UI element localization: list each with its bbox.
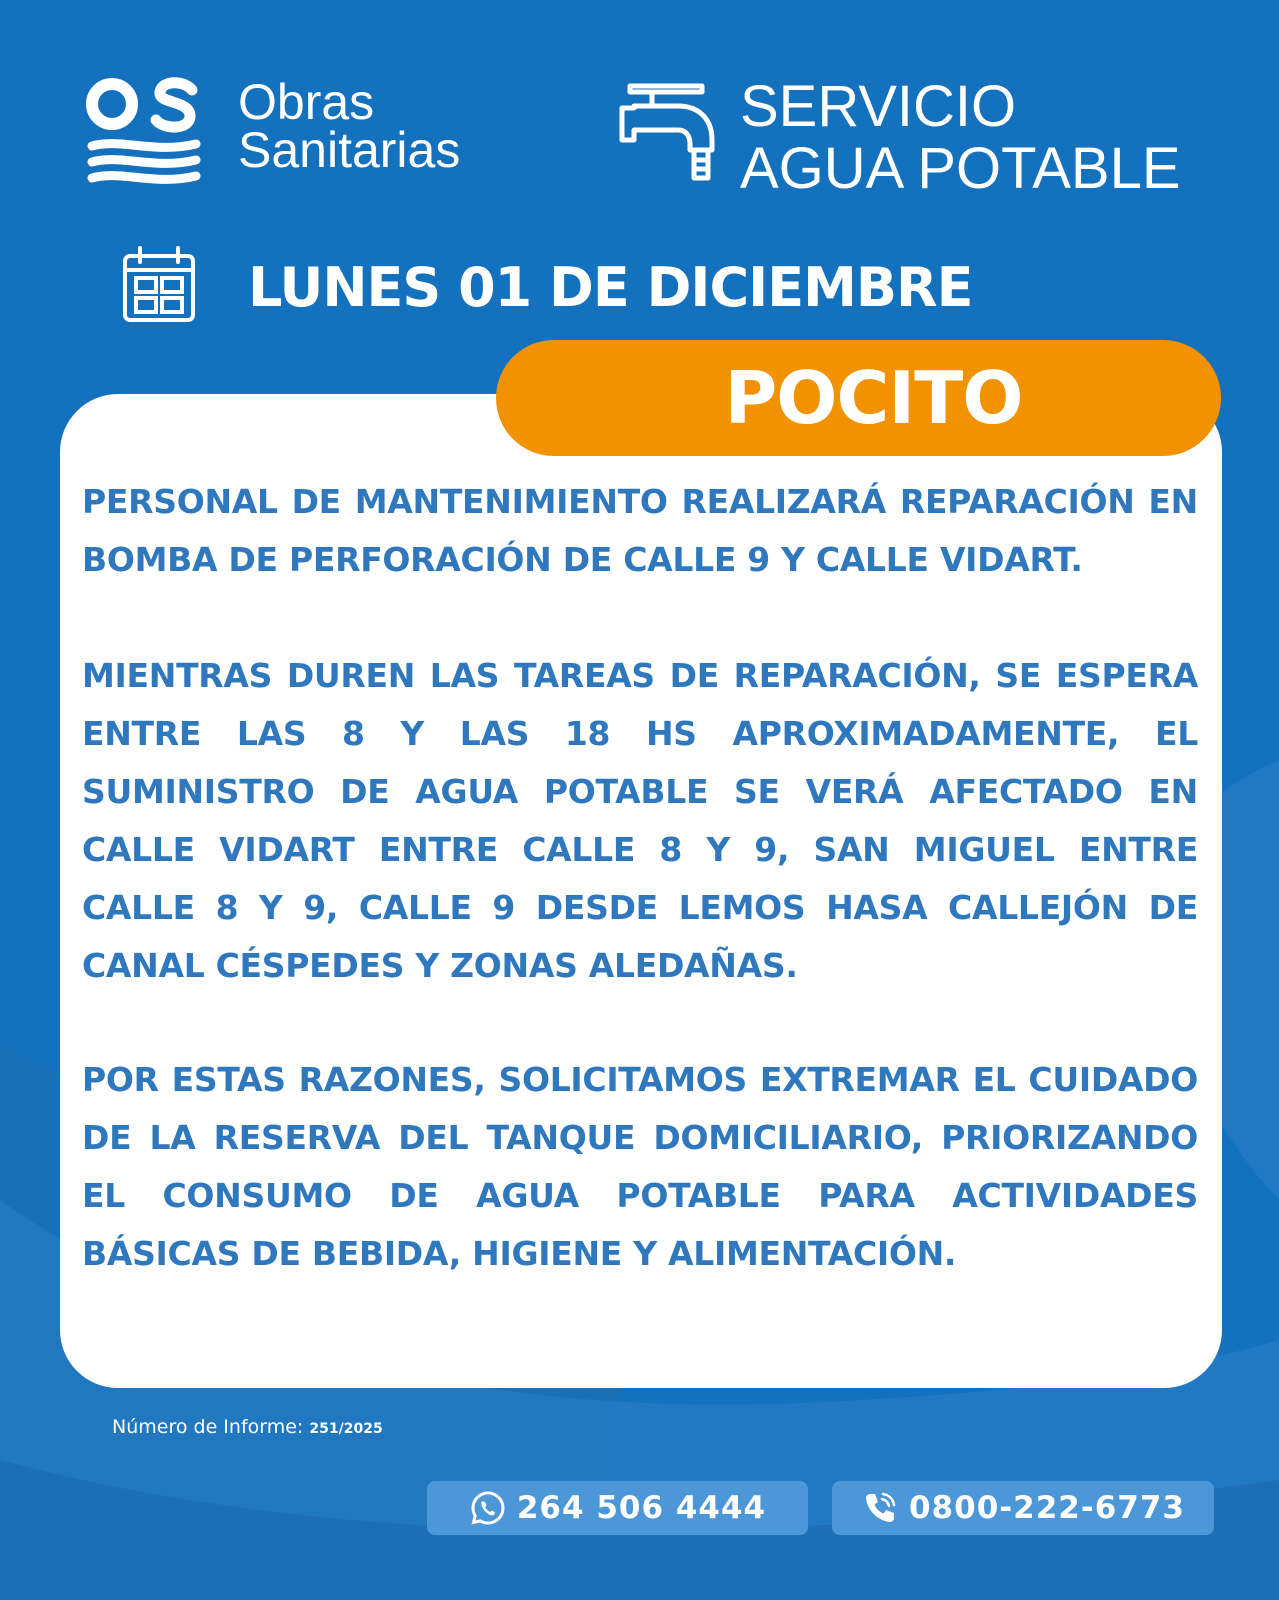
whatsapp-number: 264 506 4444 — [516, 1490, 767, 1526]
phone-icon — [861, 1489, 899, 1527]
notice-paragraph-1: PERSONAL DE MANTENIMIENTO REALIZARÁ REPARACIÓN EN BOMBA DE PERFORACIÓN DE CALLE 9 Y CALLE VIDART. — [82, 482, 1198, 579]
calendar-icon — [122, 246, 196, 324]
report-label: Número de Informe: — [112, 1416, 304, 1438]
phone-contact-button[interactable] — [832, 1481, 1214, 1535]
brand-name — [238, 74, 461, 178]
notice-paragraph-3: POR ESTAS RAZONES, SOLICITAMOS EXTREMAR EL CUIDADO DE LA RESERVA DEL TANQUE DOMICILIARIO, PRIORIZANDO EL CONSUMO DE AGUA POTABLE PARA ACTIVIDADES BÁSICAS DE BEBIDA, HIGIENE Y ALIMENTACIÓN. — [82, 1060, 1198, 1273]
brand-name-line1: Obras — [238, 74, 375, 130]
whatsapp-contact-button[interactable] — [427, 1481, 808, 1535]
water-tap-icon — [616, 78, 726, 188]
brand-name-line2: Sanitarias — [238, 122, 461, 178]
locality-label: POCITO — [724, 356, 1023, 440]
report-number — [112, 1416, 383, 1438]
notice-paragraph-2: MIENTRAS DUREN LAS TAREAS DE REPARACIÓN, SE ESPERA ENTRE LAS 8 Y LAS 18 HS APROXIMADAMENTE, EL SUMINISTRO DE AGUA POTABLE SE VERÁ AFECTADO EN CALLE VIDART ENTRE CALLE 8 Y 9, SAN MIGUEL ENTRE CALLE 8 Y 9, CALLE 9 DESDE LEMOS HASA CALLEJÓN DE CANAL CÉSPEDES Y ZONAS ALEDAÑAS. — [82, 656, 1198, 985]
service-title — [740, 76, 1181, 200]
service-title-line2: AGUA POTABLE — [740, 136, 1181, 201]
date-title: LUNES 01 DE DICIEMBRE — [248, 256, 973, 319]
service-title-line1: SERVICIO — [740, 74, 1017, 139]
whatsapp-icon — [469, 1489, 507, 1527]
os-waves-logo-icon — [84, 72, 204, 190]
report-number-value: 251/2025 — [309, 1421, 383, 1437]
phone-number: 0800-222-6773 — [908, 1490, 1185, 1526]
locality-badge — [496, 340, 1221, 456]
